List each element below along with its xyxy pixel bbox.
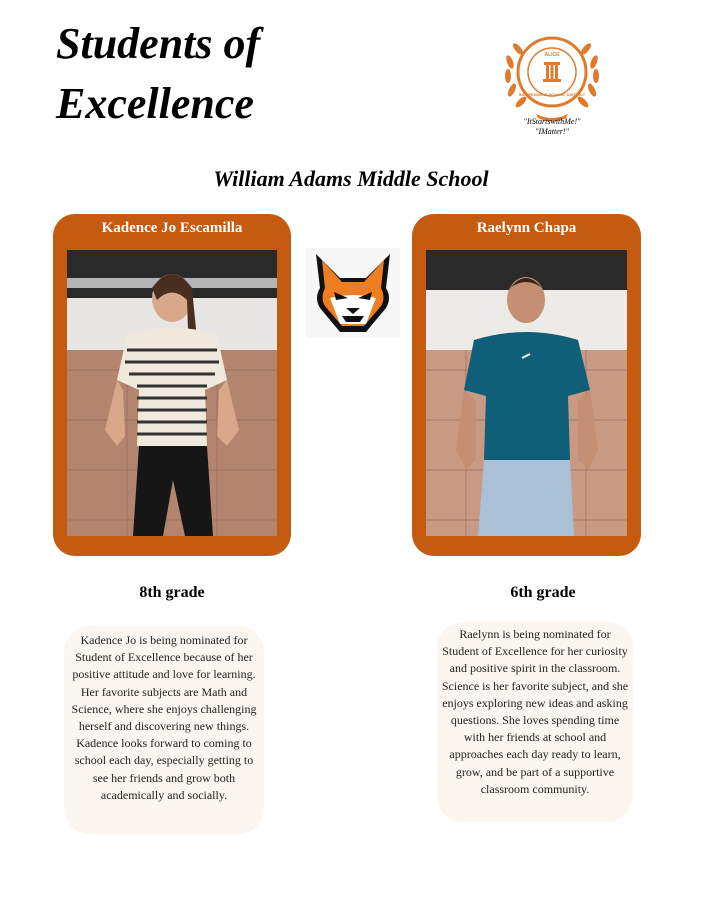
motto-line-2: "IMatter!" [535, 127, 569, 136]
student-photo [426, 250, 627, 536]
seal-ring-text: INDEPENDENT SCHOOL DISTRICT [518, 92, 586, 97]
fox-mascot-icon [306, 248, 400, 338]
student-photo [67, 250, 277, 536]
student-card-1 [53, 214, 291, 556]
student-bio: Raelynn is being nominated for Student of Excellence for her curiosity and positive spirit in the classroom. Science is her favorite subject, and she enjoys exploring new ideas and asking questions. She loves spending time with her friends at school and approaches each day ready to learn, grow, and be part of a supportive classroom community. [437, 622, 633, 822]
motto-line-1: "ItStartswithMe!" [523, 117, 581, 126]
title-line-1: Students of [56, 19, 261, 68]
student-name: Kadence Jo Escamilla [101, 220, 243, 236]
title-line-2: Excellence [56, 79, 254, 128]
student-bio: Kadence Jo is being nominated for Student of Excellence because of her positive attitude and love for learning. Her favorite subjects are Math and Science, where she enjoys challenging herself and discovering new things. Kadence looks forward to coming to school each day, especially getting to see her friends and grow both academically and socially. [64, 626, 264, 834]
student-grade: 6th grade [510, 584, 576, 601]
student-name: Raelynn Chapa [476, 220, 577, 236]
school-name: William Adams Middle School [213, 166, 489, 191]
seal-text-top: ALICE [544, 52, 560, 58]
student-grade: 8th grade [139, 584, 205, 601]
student-card-2 [412, 214, 641, 556]
seal-motto [500, 117, 604, 137]
page-title [56, 14, 376, 134]
district-seal-icon [496, 22, 608, 132]
